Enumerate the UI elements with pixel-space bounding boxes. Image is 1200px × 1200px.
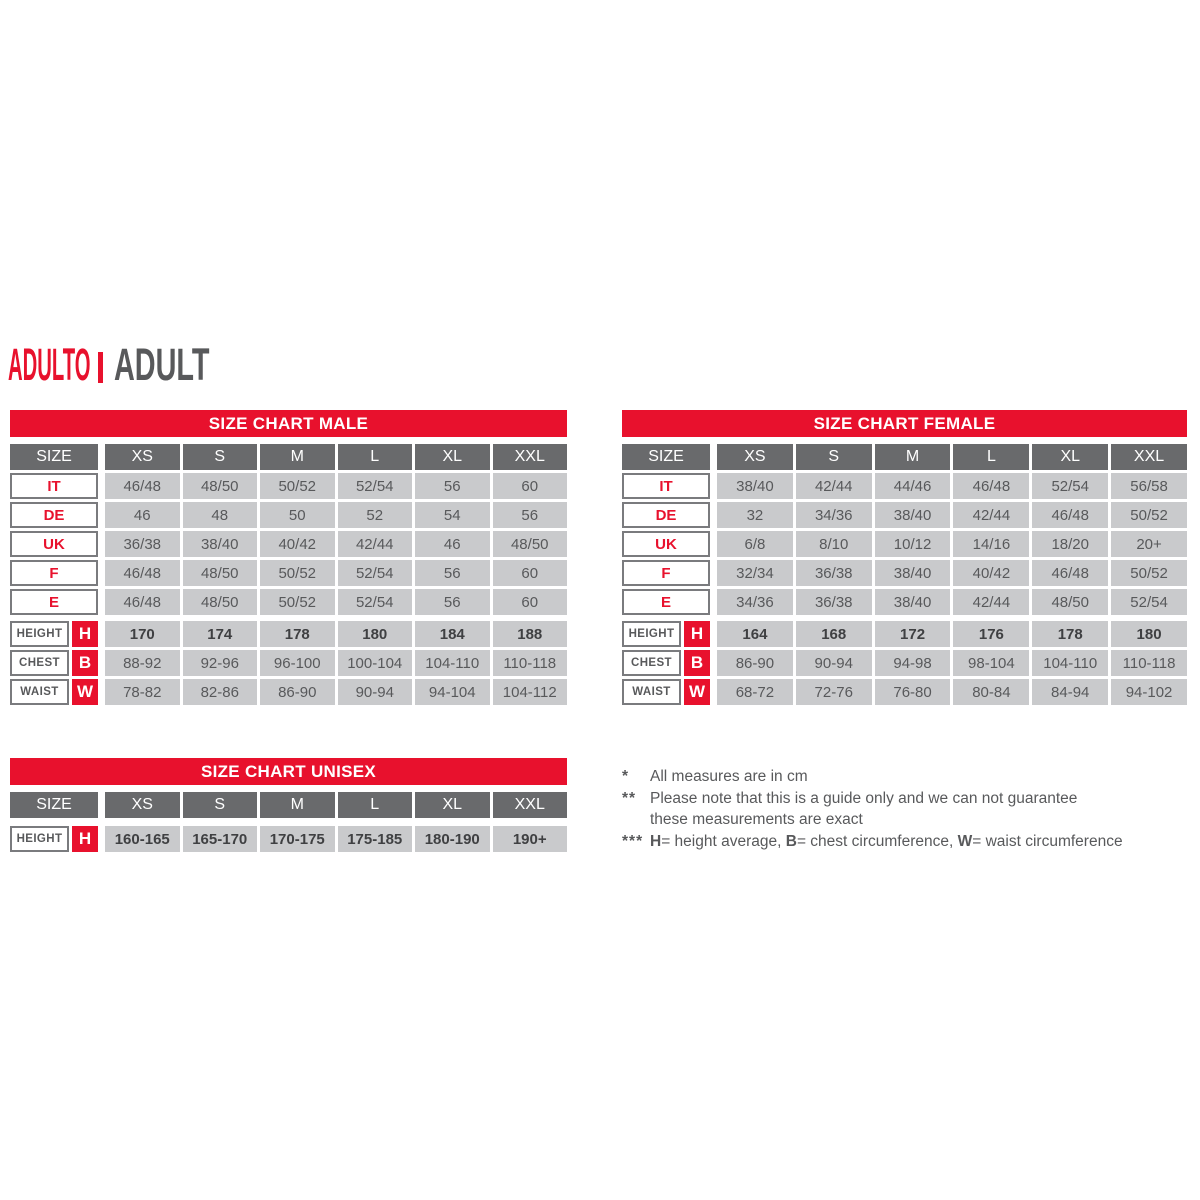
size-row-label: F	[49, 564, 59, 582]
size-value-cell: 48/50	[493, 531, 568, 557]
column-header-s: S	[183, 792, 258, 818]
measure-value-cell: 176	[953, 621, 1029, 647]
measure-label: CHEST	[19, 657, 60, 669]
table-header-row	[622, 444, 1187, 470]
size-row-label: IT	[659, 477, 673, 495]
size-value-cell: 8/10	[796, 531, 872, 557]
measure-value-cell: 178	[260, 621, 335, 647]
size-row-label-wrap	[622, 589, 710, 615]
measure-value-cell: 80-84	[953, 679, 1029, 705]
measure-value-cell: 104-110	[415, 650, 490, 676]
size-row-it	[622, 473, 1187, 499]
table-header-row	[10, 444, 567, 470]
footnote-segment: H	[650, 832, 662, 850]
column-header-m: M	[260, 444, 335, 470]
size-row-label: UK	[655, 535, 677, 553]
size-value-cell: 52/54	[338, 560, 413, 586]
column-header-s: S	[183, 444, 258, 470]
size-row-label-cell	[622, 502, 710, 528]
footnote-text	[650, 831, 1194, 853]
size-value-cell: 38/40	[875, 560, 951, 586]
footnote-marker: ***	[622, 832, 644, 850]
size-row-label-cell	[622, 560, 710, 586]
column-header-l: L	[338, 792, 413, 818]
measure-value-cell: 84-94	[1032, 679, 1108, 705]
size-value-cell: 46/48	[1032, 502, 1108, 528]
measure-label-wrap	[622, 650, 710, 676]
measure-label: WAIST	[632, 686, 671, 698]
size-value-cell: 42/44	[338, 531, 413, 557]
size-value-cell: 56	[493, 502, 568, 528]
column-header-xxl: XXL	[493, 792, 568, 818]
measure-value-cell: 82-86	[183, 679, 258, 705]
size-value-cell: 56	[415, 473, 490, 499]
column-header-m: M	[260, 792, 335, 818]
measure-value-cell: 175-185	[338, 826, 413, 852]
size-value-cell: 36/38	[796, 589, 872, 615]
measure-value-cell: 188	[493, 621, 568, 647]
size-value-cell: 42/44	[953, 589, 1029, 615]
measure-letter-badge-h: H	[684, 621, 710, 647]
measure-label: HEIGHT	[16, 628, 63, 640]
measure-value-cell: 86-90	[717, 650, 793, 676]
size-value-cell: 10/12	[875, 531, 951, 557]
size-header-cell: SIZE	[10, 792, 98, 818]
size-value-cell: 46	[415, 531, 490, 557]
measure-label-wrap	[622, 621, 710, 647]
size-row-uk	[622, 531, 1187, 557]
size-row-label-cell	[10, 502, 98, 528]
measure-value-cell: 90-94	[338, 679, 413, 705]
footnote-line	[650, 766, 1194, 788]
size-row-de	[10, 502, 567, 528]
size-value-cell: 60	[493, 589, 568, 615]
size-row-label-wrap	[622, 502, 710, 528]
size-row-label-wrap	[622, 473, 710, 499]
footnote	[622, 831, 1194, 853]
size-value-cell: 56	[415, 560, 490, 586]
footnote-text	[650, 766, 1194, 788]
column-header-xs: XS	[105, 792, 180, 818]
footnote-segment: these measurements are exact	[650, 811, 863, 828]
footnote-segment: = waist circumference	[972, 832, 1123, 850]
size-value-cell: 38/40	[875, 502, 951, 528]
size-value-cell: 46	[105, 502, 180, 528]
size-row-label-wrap	[10, 560, 98, 586]
measure-label-cell	[10, 621, 69, 647]
size-value-cell: 48/50	[183, 589, 258, 615]
footnote-segment: Please note that this is a guide only and we can not guarantee	[650, 789, 1078, 807]
size-chart-male-table	[10, 410, 567, 705]
table-header-row	[10, 792, 567, 818]
measure-row-height	[10, 826, 567, 852]
column-header-m: M	[875, 444, 951, 470]
measure-value-cell: 180	[1111, 621, 1187, 647]
size-row-it	[10, 473, 567, 499]
size-value-cell: 50/52	[1111, 502, 1187, 528]
measure-value-cell: 104-112	[493, 679, 568, 705]
measure-label-wrap	[10, 650, 98, 676]
measure-value-cell: 165-170	[183, 826, 258, 852]
measure-value-cell: 110-118	[493, 650, 568, 676]
measure-value-cell: 190+	[493, 826, 568, 852]
size-row-label-cell	[622, 473, 710, 499]
size-value-cell: 20+	[1111, 531, 1187, 557]
measure-row-waist	[622, 679, 1187, 705]
size-value-cell: 38/40	[717, 473, 793, 499]
size-value-cell: 48/50	[183, 473, 258, 499]
size-value-cell: 60	[493, 560, 568, 586]
measure-row-height	[622, 621, 1187, 647]
measure-label: HEIGHT	[16, 833, 63, 845]
measure-label-cell	[622, 621, 681, 647]
measure-value-cell: 100-104	[338, 650, 413, 676]
size-row-label-cell	[10, 589, 98, 615]
size-value-cell: 38/40	[875, 589, 951, 615]
measure-value-cell: 94-102	[1111, 679, 1187, 705]
measure-label-wrap	[622, 679, 710, 705]
size-value-cell: 54	[415, 502, 490, 528]
footnote-segment: = chest circumference,	[796, 832, 958, 850]
measure-letter-badge-b: B	[72, 650, 98, 676]
footnote-line	[650, 809, 1194, 831]
footnote-segment: W	[957, 832, 973, 850]
size-value-cell: 48	[183, 502, 258, 528]
column-header-xxl: XXL	[1111, 444, 1187, 470]
size-value-cell: 46/48	[105, 560, 180, 586]
measure-value-cell: 78-82	[105, 679, 180, 705]
measure-row-height	[10, 621, 567, 647]
size-header-cell: SIZE	[622, 444, 710, 470]
size-row-label-cell	[10, 560, 98, 586]
measure-value-cell: 180-190	[415, 826, 490, 852]
size-value-cell: 46/48	[105, 473, 180, 499]
column-header-xl: XL	[1032, 444, 1108, 470]
measure-value-cell: 104-110	[1032, 650, 1108, 676]
size-row-label-wrap	[10, 589, 98, 615]
footnote-text	[650, 788, 1194, 831]
size-value-cell: 52/54	[1111, 589, 1187, 615]
measure-value-cell: 164	[717, 621, 793, 647]
measure-value-cell: 184	[415, 621, 490, 647]
measure-label: WAIST	[20, 686, 59, 698]
measure-label-cell	[622, 679, 681, 705]
size-row-label: UK	[43, 535, 65, 553]
measure-letter-badge-b: B	[684, 650, 710, 676]
footnotes	[622, 766, 1194, 852]
measure-label-cell	[10, 650, 69, 676]
measure-letter-badge-w: W	[72, 679, 98, 705]
table-banner: SIZE CHART MALE	[10, 410, 567, 437]
measure-value-cell: 170-175	[260, 826, 335, 852]
size-value-cell: 56	[415, 589, 490, 615]
size-value-cell: 50/52	[260, 589, 335, 615]
measure-value-cell: 160-165	[105, 826, 180, 852]
page-title-primary: ADULTO	[8, 339, 91, 390]
size-value-cell: 36/38	[796, 560, 872, 586]
measure-label-cell	[10, 826, 69, 852]
size-header-wrap	[10, 444, 98, 470]
size-value-cell: 34/36	[717, 589, 793, 615]
size-value-cell: 18/20	[1032, 531, 1108, 557]
size-value-cell: 48/50	[1032, 589, 1108, 615]
size-row-label: DE	[655, 506, 677, 524]
measure-row-chest	[10, 650, 567, 676]
size-row-label-wrap	[10, 473, 98, 499]
size-value-cell: 52/54	[1032, 473, 1108, 499]
footnote-segment: B	[785, 832, 797, 850]
measure-value-cell: 72-76	[796, 679, 872, 705]
size-value-cell: 46/48	[1032, 560, 1108, 586]
measure-value-cell: 168	[796, 621, 872, 647]
measure-value-cell: 174	[183, 621, 258, 647]
size-row-label-cell	[10, 473, 98, 499]
size-chart-female-table	[622, 410, 1187, 705]
column-header-xs: XS	[717, 444, 793, 470]
measure-value-cell: 96-100	[260, 650, 335, 676]
size-value-cell: 52/54	[338, 589, 413, 615]
column-header-s: S	[796, 444, 872, 470]
size-value-cell: 42/44	[953, 502, 1029, 528]
footnote	[622, 788, 1194, 831]
size-row-de	[622, 502, 1187, 528]
measure-value-cell: 94-98	[875, 650, 951, 676]
size-value-cell: 32/34	[717, 560, 793, 586]
size-value-cell: 40/42	[260, 531, 335, 557]
size-header-wrap	[622, 444, 710, 470]
size-row-f	[10, 560, 567, 586]
measure-value-cell: 170	[105, 621, 180, 647]
size-row-label-cell	[622, 531, 710, 557]
measure-value-cell: 110-118	[1111, 650, 1187, 676]
measure-label-wrap	[10, 621, 98, 647]
size-row-uk	[10, 531, 567, 557]
size-value-cell: 50/52	[260, 473, 335, 499]
size-value-cell: 46/48	[105, 589, 180, 615]
size-value-cell: 50/52	[260, 560, 335, 586]
measure-value-cell: 88-92	[105, 650, 180, 676]
size-value-cell: 48/50	[183, 560, 258, 586]
measure-value-cell: 180	[338, 621, 413, 647]
size-row-label-wrap	[622, 531, 710, 557]
size-row-label-cell	[10, 531, 98, 557]
footnote-line	[650, 831, 1194, 853]
page-title-secondary: ADULT	[114, 339, 210, 390]
measure-value-cell: 98-104	[953, 650, 1029, 676]
measure-value-cell: 92-96	[183, 650, 258, 676]
size-row-label-wrap	[622, 560, 710, 586]
measure-label-cell	[622, 650, 681, 676]
column-header-xxl: XXL	[493, 444, 568, 470]
measure-value-cell: 172	[875, 621, 951, 647]
size-value-cell: 40/42	[953, 560, 1029, 586]
measure-letter-badge-h: H	[72, 826, 98, 852]
column-header-xs: XS	[105, 444, 180, 470]
column-header-l: L	[953, 444, 1029, 470]
footnote-line	[650, 788, 1194, 810]
measure-label-wrap	[10, 826, 98, 852]
footnote	[622, 766, 1194, 788]
footnote-segment: = height average,	[661, 832, 786, 850]
size-value-cell: 42/44	[796, 473, 872, 499]
size-value-cell: 52/54	[338, 473, 413, 499]
size-row-label: E	[660, 593, 671, 611]
size-value-cell: 38/40	[183, 531, 258, 557]
size-row-label: DE	[43, 506, 65, 524]
size-header-wrap	[10, 792, 98, 818]
size-chart-unisex-table	[10, 758, 567, 852]
size-row-e	[622, 589, 1187, 615]
size-value-cell: 46/48	[953, 473, 1029, 499]
size-value-cell: 34/36	[796, 502, 872, 528]
measure-value-cell: 86-90	[260, 679, 335, 705]
title-separator-bar	[98, 352, 103, 383]
size-value-cell: 44/46	[875, 473, 951, 499]
measure-letter-badge-w: W	[684, 679, 710, 705]
size-row-label: E	[48, 593, 59, 611]
column-header-xl: XL	[415, 792, 490, 818]
measure-label-wrap	[10, 679, 98, 705]
size-row-label-cell	[622, 589, 710, 615]
size-value-cell: 32	[717, 502, 793, 528]
size-value-cell: 60	[493, 473, 568, 499]
measure-value-cell: 94-104	[415, 679, 490, 705]
column-header-l: L	[338, 444, 413, 470]
measure-value-cell: 68-72	[717, 679, 793, 705]
size-value-cell: 50/52	[1111, 560, 1187, 586]
size-value-cell: 36/38	[105, 531, 180, 557]
size-value-cell: 6/8	[717, 531, 793, 557]
size-row-label: F	[661, 564, 671, 582]
column-header-xl: XL	[415, 444, 490, 470]
measure-letter-badge-h: H	[72, 621, 98, 647]
measure-label: HEIGHT	[628, 628, 675, 640]
size-value-cell: 50	[260, 502, 335, 528]
size-row-label-wrap	[10, 531, 98, 557]
measure-label-cell	[10, 679, 69, 705]
footnote-marker: **	[622, 789, 637, 807]
size-value-cell: 52	[338, 502, 413, 528]
size-row-f	[622, 560, 1187, 586]
footnote-marker: *	[622, 768, 630, 785]
table-banner: SIZE CHART UNISEX	[10, 758, 567, 785]
size-value-cell: 56/58	[1111, 473, 1187, 499]
measure-value-cell: 76-80	[875, 679, 951, 705]
measure-row-chest	[622, 650, 1187, 676]
size-row-label: IT	[47, 477, 61, 495]
measure-value-cell: 178	[1032, 621, 1108, 647]
size-row-label-wrap	[10, 502, 98, 528]
size-value-cell: 14/16	[953, 531, 1029, 557]
size-row-e	[10, 589, 567, 615]
size-header-cell: SIZE	[10, 444, 98, 470]
measure-row-waist	[10, 679, 567, 705]
measure-label: CHEST	[631, 657, 672, 669]
footnote-segment: All measures are in cm	[650, 768, 808, 785]
measure-value-cell: 90-94	[796, 650, 872, 676]
table-banner: SIZE CHART FEMALE	[622, 410, 1187, 437]
